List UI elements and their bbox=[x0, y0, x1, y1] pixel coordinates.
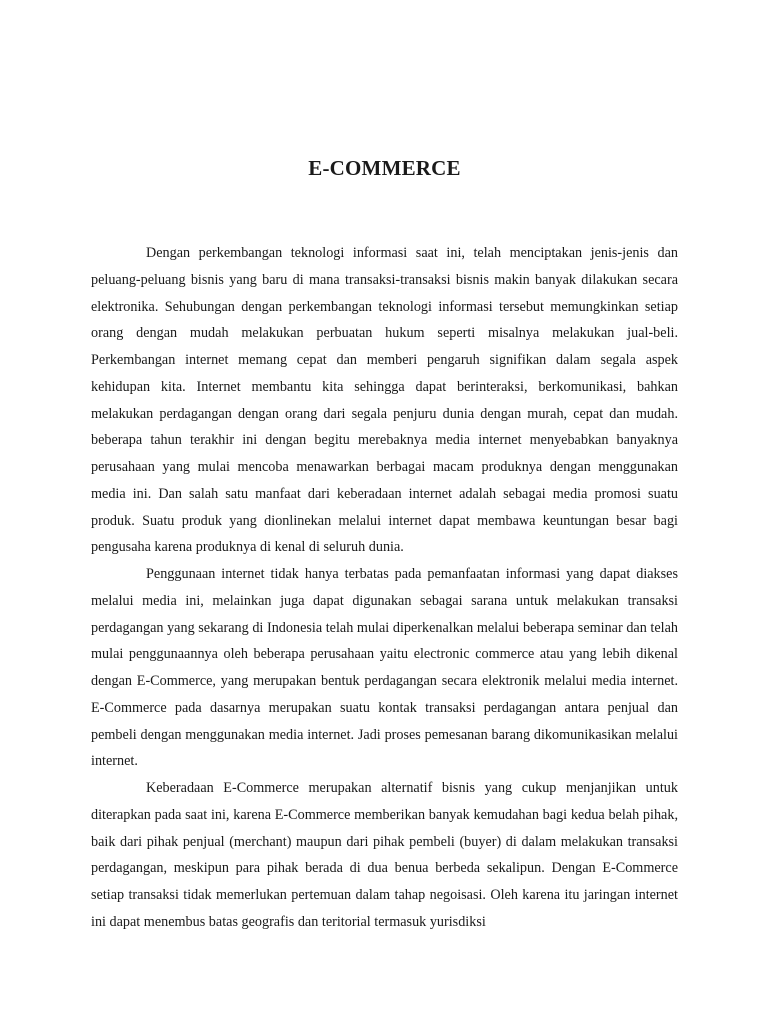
paragraph-1: Dengan perkembangan teknologi informasi saat ini, telah menciptakan jenis-jenis dan peluang-peluang bisnis yang baru di mana transaksi-transaksi bisnis makin banyak dilakukan secara elektronika. Sehubungan dengan perkembangan teknologi informasi tersebut memungkinkan setiap orang dengan mudah melakukan perbuatan hukum seperti misalnya melakukan jual-beli. Perkembangan internet memang cepat dan memberi pengaruh signifikan dalam segala aspek kehidupan kita. Internet membantu kita sehingga dapat berinteraksi, berkomunikasi, bahkan melakukan perdagangan dengan orang dari segala penjuru dunia dengan murah, cepat dan mudah. beberapa tahun terakhir ini dengan begitu merebaknya media internet menyebabkan banyaknya perusahaan yang mulai mencoba menawarkan berbagai macam produknya dengan menggunakan media ini. Dan salah satu manfaat dari keberadaan internet adalah sebagai media promosi suatu produk. Suatu produk yang dionlinekan melalui internet dapat membawa keuntungan besar bagi pengusaha karena produknya di kenal di seluruh dunia. bbox=[91, 245, 678, 556]
paragraph-3: Keberadaan E-Commerce merupakan alternatif bisnis yang cukup menjanjikan untuk diterapkan pada saat ini, karena E-Commerce memberikan banyak kemudahan bagi kedua belah pihak, baik dari pihak penjual (merchant) maupun dari pihak pembeli (buyer) di dalam melakukan transaksi perdagangan, meskipun para pihak berada di dua benua berbeda sekalipun. Dengan E-Commerce setiap transaksi tidak memerlukan pertemuan dalam tahap negoisasi. Oleh karena itu jaringan internet ini dapat menembus batas geografis dan teritorial termasuk yurisdiksi bbox=[91, 780, 678, 930]
paragraph-2: Penggunaan internet tidak hanya terbatas pada pemanfaatan informasi yang dapat diakses melalui media ini, melainkan juga dapat digunakan sebagai sarana untuk melakukan transaksi perdagangan yang sekarang di Indonesia telah mulai diperkenalkan melalui beberapa seminar dan telah mulai penggunaannya oleh beberapa perusahaan yaitu electronic commerce atau yang lebih dikenal dengan E-Commerce, yang merupakan bentuk perdagangan secara elektronik melalui media internet. E-Commerce pada dasarnya merupakan suatu kontak transaksi perdagangan antara penjual dan pembeli dengan menggunakan media internet. Jadi proses pemesanan barang dikomunikasikan melalui internet. bbox=[91, 566, 678, 770]
document-title: E-COMMERCE bbox=[308, 156, 461, 180]
document-body bbox=[91, 240, 678, 936]
